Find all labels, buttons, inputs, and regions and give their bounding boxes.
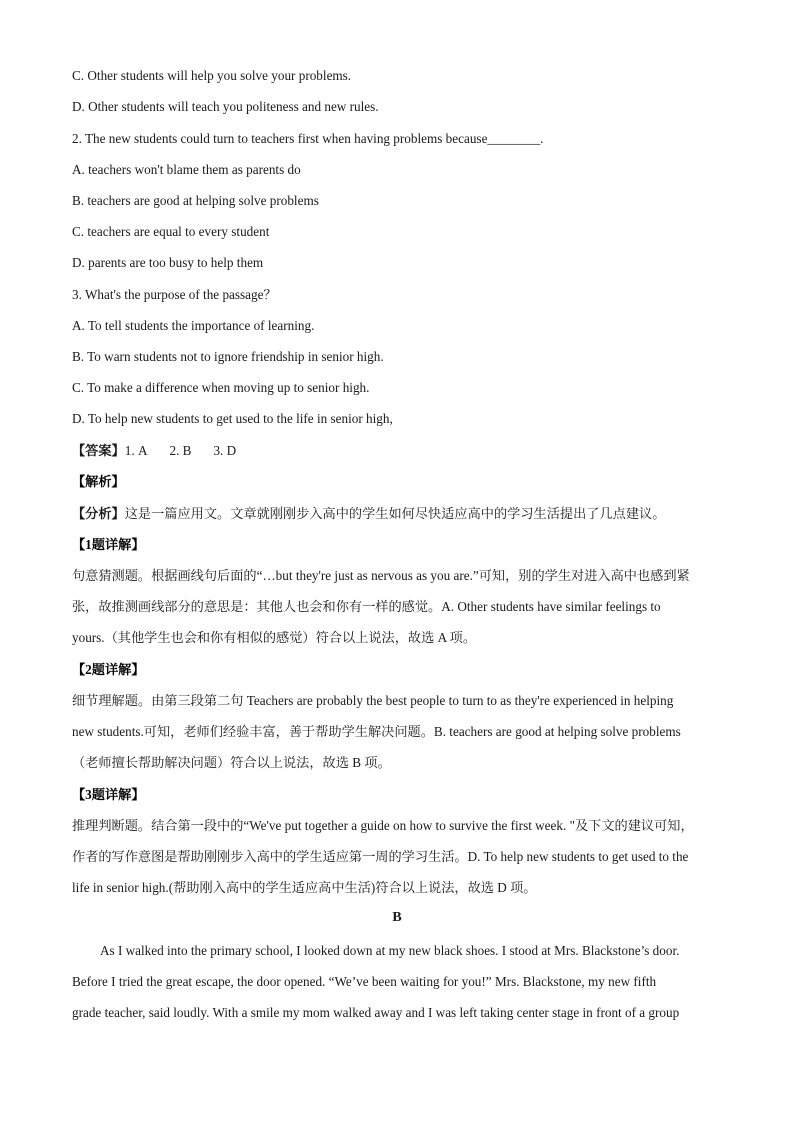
analysis-tag: 【解析】 xyxy=(72,474,125,489)
q3-option-b: B. To warn students not to ignore friendship in senior high. xyxy=(72,349,384,364)
q2-stem: 2. The new students could turn to teachers first when having problems because________. xyxy=(72,131,544,146)
fenxi-line xyxy=(72,505,665,523)
q3-option-c: C. To make a difference when moving up to senior high. xyxy=(72,380,370,395)
section-b-title: B xyxy=(392,910,402,925)
detail1-line3: yours.（其他学生也会和你有相似的感觉）符合以上说法，故选 A 项。 xyxy=(72,630,477,645)
detail1-line2: 张，故推测画线部分的意思是：其他人也会和你有一样的感觉。A. Other students have similar feelings to xyxy=(72,599,661,614)
q2-option-d: D. parents are too busy to help them xyxy=(72,255,264,270)
detail1-line1: 句意猜测题。根据画线句后面的“…but they're just as nervous as you are.”可知，别的学生对进入高中也感到紧 xyxy=(72,568,690,583)
q2-option-b: B. teachers are good at helping solve problems xyxy=(72,193,319,208)
q3-option-a: A. To tell students the importance of learning. xyxy=(72,318,315,333)
detail2-line3: （老师擅长帮助解决问题）符合以上说法，故选 B 项。 xyxy=(72,755,391,770)
answer-line xyxy=(72,442,236,460)
q2-option-c: C. teachers are equal to every student xyxy=(72,224,270,239)
detail3-line3: life in senior high.(帮助刚入高中的学生适应高中生活)符合以上说法，故选 D 项。 xyxy=(72,880,537,895)
answer-1: 1. A xyxy=(124,443,148,458)
q1-option-d: D. Other students will teach you politeness and new rules. xyxy=(72,99,379,114)
answer-2: 2. B xyxy=(169,443,192,458)
detail2-line1: 细节理解题。由第三段第二句 Teachers are probably the best people to turn to as they're experienced in helping xyxy=(72,693,674,708)
q2-option-a: A. teachers won't blame them as parents do xyxy=(72,162,301,177)
detail3-line1: 推理判断题。结合第一段中的“We've put together a guide on how to survive the first week. "及下文的建议可知， xyxy=(72,818,694,833)
answer-tag: 【答案】 xyxy=(72,443,125,458)
q3-option-d: D. To help new students to get used to the life in senior high, xyxy=(72,411,393,426)
passage-b-line1: As I walked into the primary school, I looked down at my new black shoes. I stood at Mrs. Blackstone’s door. xyxy=(100,943,680,958)
detail2-line2: new students.可知，老师们经验丰富，善于帮助学生解决问题。B. teachers are good at helping solve problems xyxy=(72,724,681,739)
detail2-tag: 【2题详解】 xyxy=(72,662,145,677)
q1-option-c: C. Other students will help you solve your problems. xyxy=(72,68,352,83)
detail1-tag: 【1题详解】 xyxy=(72,537,145,552)
fenxi-text: 这是一篇应用文。文章就刚刚步入高中的学生如何尽快适应高中的学习生活提出了几点建议。 xyxy=(124,506,666,521)
q3-stem: 3. What's the purpose of the passage？ xyxy=(72,287,277,302)
detail3-tag: 【3题详解】 xyxy=(72,787,145,802)
fenxi-tag: 【分析】 xyxy=(72,506,125,521)
detail3-line2: 作者的写作意图是帮助刚刚步入高中的学生适应第一周的学习生活。D. To help new students to get used to the xyxy=(72,849,689,864)
passage-b-line2: Before I tried the great escape, the door opened. “We’ve been waiting for you!” Mrs. Blackstone, my new fifth xyxy=(72,974,657,989)
answer-3: 3. D xyxy=(213,443,237,458)
passage-b-line3: grade teacher, said loudly. With a smile my mom walked away and I was left taking center stage in front of a group xyxy=(72,1005,680,1020)
